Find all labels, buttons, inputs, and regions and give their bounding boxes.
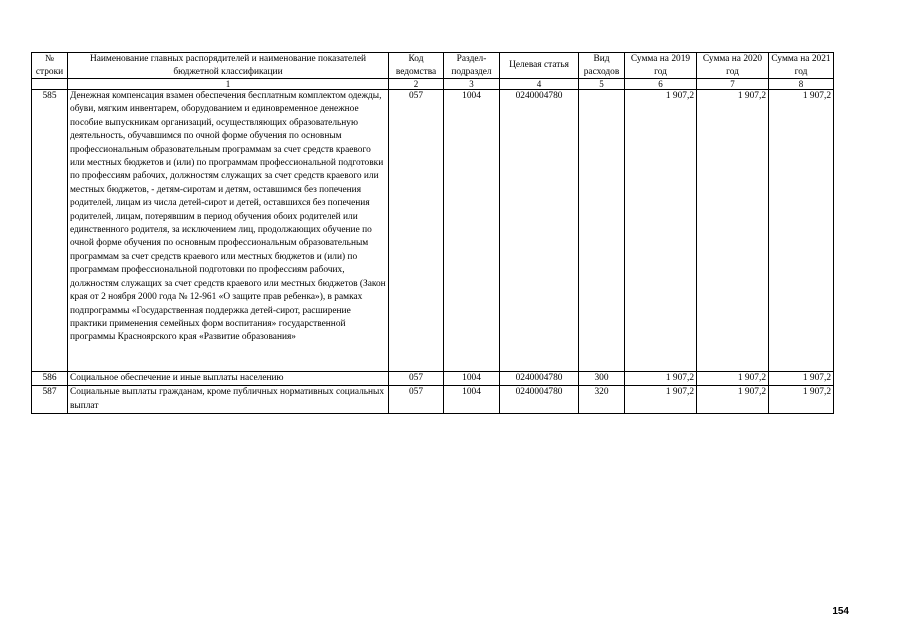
table-row bbox=[32, 90, 834, 372]
header-name: Наименование главных распорядителей и наименование показателей бюджетной классификации bbox=[68, 53, 389, 79]
index-cell: 6 bbox=[625, 79, 697, 90]
header-sum-2021: Сумма на 2021 год bbox=[769, 53, 834, 79]
header-sum-2019: Сумма на 2019 год bbox=[625, 53, 697, 79]
index-cell: 2 bbox=[389, 79, 444, 90]
row-sum-2019: 1 907,2 bbox=[625, 386, 697, 414]
row-expense-type: 300 bbox=[579, 371, 625, 385]
row-section: 1004 bbox=[444, 371, 500, 385]
table-row bbox=[32, 386, 834, 414]
row-number: 586 bbox=[32, 371, 68, 385]
row-expense-type bbox=[579, 90, 625, 372]
index-cell bbox=[32, 79, 68, 90]
header-section: Раздел-подраздел bbox=[444, 53, 500, 79]
header-dept-code: Код ведомства bbox=[389, 53, 444, 79]
row-dept-code: 057 bbox=[389, 386, 444, 414]
index-cell: 4 bbox=[500, 79, 579, 90]
row-target-article: 0240004780 bbox=[500, 90, 579, 372]
row-section: 1004 bbox=[444, 386, 500, 414]
row-expense-type: 320 bbox=[579, 386, 625, 414]
page-number: 154 bbox=[832, 606, 849, 617]
header-row-number: № строки bbox=[32, 53, 68, 79]
header-sum-2020: Сумма на 2020 год bbox=[697, 53, 769, 79]
index-cell: 1 bbox=[68, 79, 389, 90]
row-name: Социальные выплаты гражданам, кроме публичных нормативных социальных выплат bbox=[68, 386, 389, 414]
row-dept-code: 057 bbox=[389, 90, 444, 372]
budget-table bbox=[31, 52, 834, 414]
row-name: Денежная компенсация взамен обеспечения бесплатным комплектом одежды, обуви, мягким инвентарем, оборудованием и единовременное денежное пособие выпускникам организаций, осуществляющих образовательную деятельность, обучавшимся по очной форме обучения по основным профессиональным образовательным программам за счет средств краевого или местных бюджетов и (или) по программам профессиональной подготовки по профессиям рабочих, должностям служащих за счет средств краевого или местных бюджетов, - детям-сиротам и детям, оставшимся без попечения родителей, лицам из числа детей-сирот и детей, оставшихся без попечения родителей, лицам, потерявшим в период обучения обоих родителей или единственного родителя, за исключением лиц, продолжающих обучение по очной форме обучения по основным профессиональным образовательным программам за счет средств краевого или местных бюджетов и (или) по программам профессиональной подготовки по профессиям рабочих, должностям служащих за счет средств краевого или местных бюджетов (Закон края от 2 ноября 2000 года № 12-961 «О защите прав ребенка»), в рамках подпрограммы «Государственная поддержка детей-сирот, расширение практики применения семейных форм воспитания» государственной программы Красноярского края «Развитие образования» bbox=[68, 90, 389, 372]
row-number: 587 bbox=[32, 386, 68, 414]
row-sum-2019: 1 907,2 bbox=[625, 371, 697, 385]
row-target-article: 0240004780 bbox=[500, 371, 579, 385]
row-sum-2020: 1 907,2 bbox=[697, 371, 769, 385]
table-row bbox=[32, 371, 834, 385]
row-number: 585 bbox=[32, 90, 68, 372]
row-target-article: 0240004780 bbox=[500, 386, 579, 414]
row-sum-2020: 1 907,2 bbox=[697, 90, 769, 372]
index-cell: 8 bbox=[769, 79, 834, 90]
column-index-row bbox=[32, 79, 834, 90]
index-cell: 3 bbox=[444, 79, 500, 90]
row-sum-2019: 1 907,2 bbox=[625, 90, 697, 372]
header-target-article: Целевая статья bbox=[500, 53, 579, 79]
header-expense-type: Вид расходов bbox=[579, 53, 625, 79]
row-section: 1004 bbox=[444, 90, 500, 372]
row-name: Социальное обеспечение и иные выплаты населению bbox=[68, 371, 389, 385]
row-sum-2021: 1 907,2 bbox=[769, 386, 834, 414]
row-sum-2021: 1 907,2 bbox=[769, 371, 834, 385]
row-dept-code: 057 bbox=[389, 371, 444, 385]
header-row bbox=[32, 53, 834, 79]
row-sum-2021: 1 907,2 bbox=[769, 90, 834, 372]
index-cell: 5 bbox=[579, 79, 625, 90]
row-sum-2020: 1 907,2 bbox=[697, 386, 769, 414]
index-cell: 7 bbox=[697, 79, 769, 90]
